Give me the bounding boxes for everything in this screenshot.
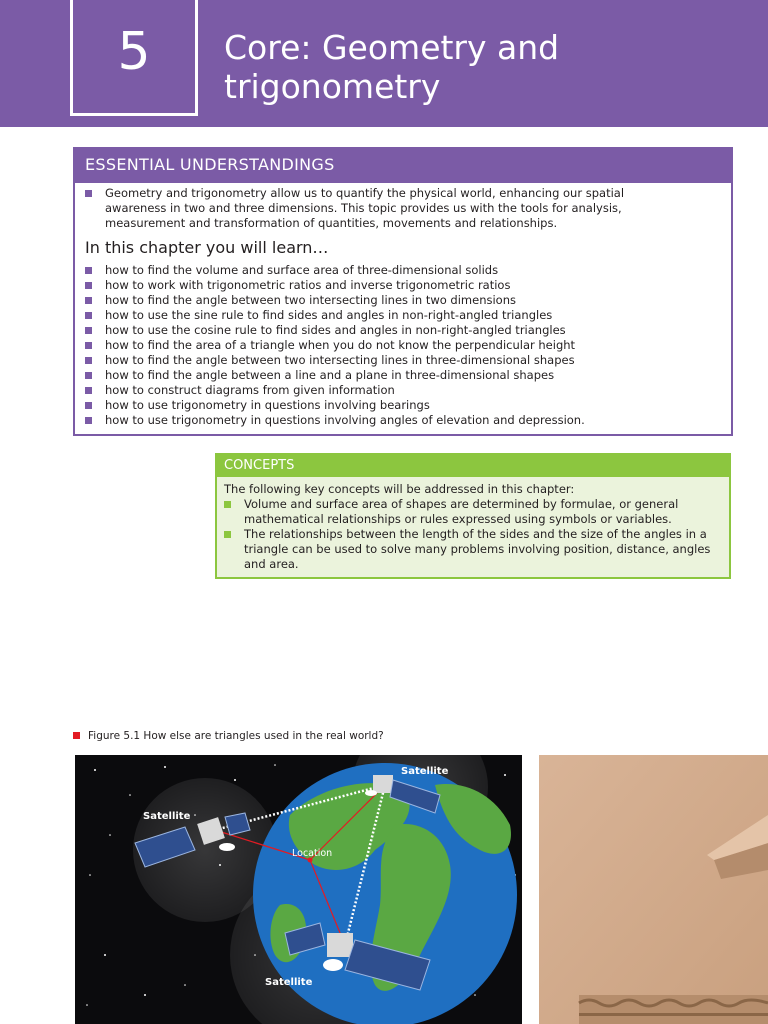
list-item <box>85 278 725 293</box>
list-item <box>85 398 725 413</box>
chapter-title-line1: Core: Geometry and <box>224 28 560 67</box>
learn-item-text: how to find the area of a triangle when you do not know the perpendicular height <box>105 338 576 352</box>
cardboard-surface <box>539 755 768 1024</box>
list-item <box>85 368 725 383</box>
satellite-left-label: Satellite <box>143 811 191 822</box>
concepts-list <box>224 497 728 572</box>
list-item <box>85 338 725 353</box>
list-item <box>85 308 725 323</box>
square-bullet-icon <box>224 531 231 538</box>
chapter-title <box>224 28 559 106</box>
square-bullet-icon <box>224 501 231 508</box>
chapter-number: 5 <box>117 22 151 82</box>
square-bullet-icon <box>85 342 92 349</box>
square-bullet-icon <box>73 732 80 739</box>
square-bullet-icon <box>85 327 92 334</box>
satellite-bottom-label: Satellite <box>265 977 313 988</box>
satellite-top-label: Satellite <box>401 766 449 777</box>
concept-2-line1: The relationships between the length of the sides and the size of the angles in a <box>244 527 707 541</box>
learn-item-text: how to find the angle between two intersecting lines in two dimensions <box>105 293 516 307</box>
essential-intro <box>85 186 725 231</box>
learn-title: In this chapter you will learn… <box>85 238 329 257</box>
square-bullet-icon <box>85 357 92 364</box>
list-item <box>85 263 725 278</box>
location-label: Location <box>292 848 333 859</box>
list-item <box>224 527 728 572</box>
chapter-title-line2: trigonometry <box>224 67 441 106</box>
learn-item-text: how to use the sine rule to find sides and angles in non-right-angled triangles <box>105 308 553 322</box>
list-item <box>85 323 725 338</box>
list-item <box>85 383 725 398</box>
square-bullet-icon <box>85 282 92 289</box>
essential-intro-line2: awareness in two and three dimensions. This topic provides us with the tools for analysis, <box>105 201 622 215</box>
square-bullet-icon <box>85 387 92 394</box>
chapter-header <box>0 0 768 127</box>
list-item <box>224 497 728 527</box>
figure-cardboard-image <box>539 755 768 1024</box>
learn-list <box>85 263 725 428</box>
learn-item-text: how to find the angle between a line and a plane in three-dimensional shapes <box>105 368 555 382</box>
square-bullet-icon <box>85 312 92 319</box>
figure-caption <box>73 729 384 743</box>
chapter-number-box <box>70 0 198 116</box>
figure-caption-text: Figure 5.1 How else are triangles used in the real world? <box>88 730 384 742</box>
learn-item-text: how to use trigonometry in questions involving angles of elevation and depression. <box>105 413 585 427</box>
learn-item-text: how to use the cosine rule to find sides and angles in non-right-angled triangles <box>105 323 566 337</box>
learn-item-text: how to find the volume and surface area of three-dimensional solids <box>105 263 499 277</box>
concept-1-line1: Volume and surface area of shapes are determined by formulae, or general <box>244 497 679 511</box>
learn-item-text: how to find the angle between two intersecting lines in three-dimensional shapes <box>105 353 575 367</box>
list-item <box>85 353 725 368</box>
essential-intro-line1: Geometry and trigonometry allow us to quantify the physical world, enhancing our spatial <box>105 186 625 200</box>
learn-item-text: how to use trigonometry in questions involving bearings <box>105 398 430 412</box>
concepts-box <box>215 453 731 579</box>
essential-intro-line3: measurement and transformation of quantities, movements and relationships. <box>105 216 558 230</box>
concepts-body <box>224 482 728 572</box>
list-item <box>85 293 725 308</box>
essential-understandings-box <box>73 147 733 436</box>
satellite-illustration <box>75 755 522 1024</box>
list-item <box>85 413 725 428</box>
figure-satellite-image <box>75 755 522 1024</box>
essential-intro-item <box>85 186 725 231</box>
square-bullet-icon <box>85 297 92 304</box>
learn-item-text: how to work with trigonometric ratios and inverse trigonometric ratios <box>105 278 511 292</box>
concept-2-line2: triangle can be used to solve many problems involving position, distance, angles <box>244 542 711 556</box>
square-bullet-icon <box>85 402 92 409</box>
concept-2-line3: and area. <box>244 557 299 571</box>
concept-1-line2: mathematical relationships or rules expressed using symbols or variables. <box>244 512 672 526</box>
square-bullet-icon <box>85 417 92 424</box>
cardboard-photo <box>539 755 768 1024</box>
square-bullet-icon <box>85 372 92 379</box>
cardboard-edge-icon <box>579 995 768 1024</box>
concepts-heading: CONCEPTS <box>217 455 729 477</box>
learn-item-text: how to construct diagrams from given information <box>105 383 395 397</box>
essential-understandings-heading: ESSENTIAL UNDERSTANDINGS <box>75 149 731 183</box>
concepts-intro: The following key concepts will be addressed in this chapter: <box>224 482 575 496</box>
square-bullet-icon <box>85 267 92 274</box>
square-bullet-icon <box>85 190 92 197</box>
